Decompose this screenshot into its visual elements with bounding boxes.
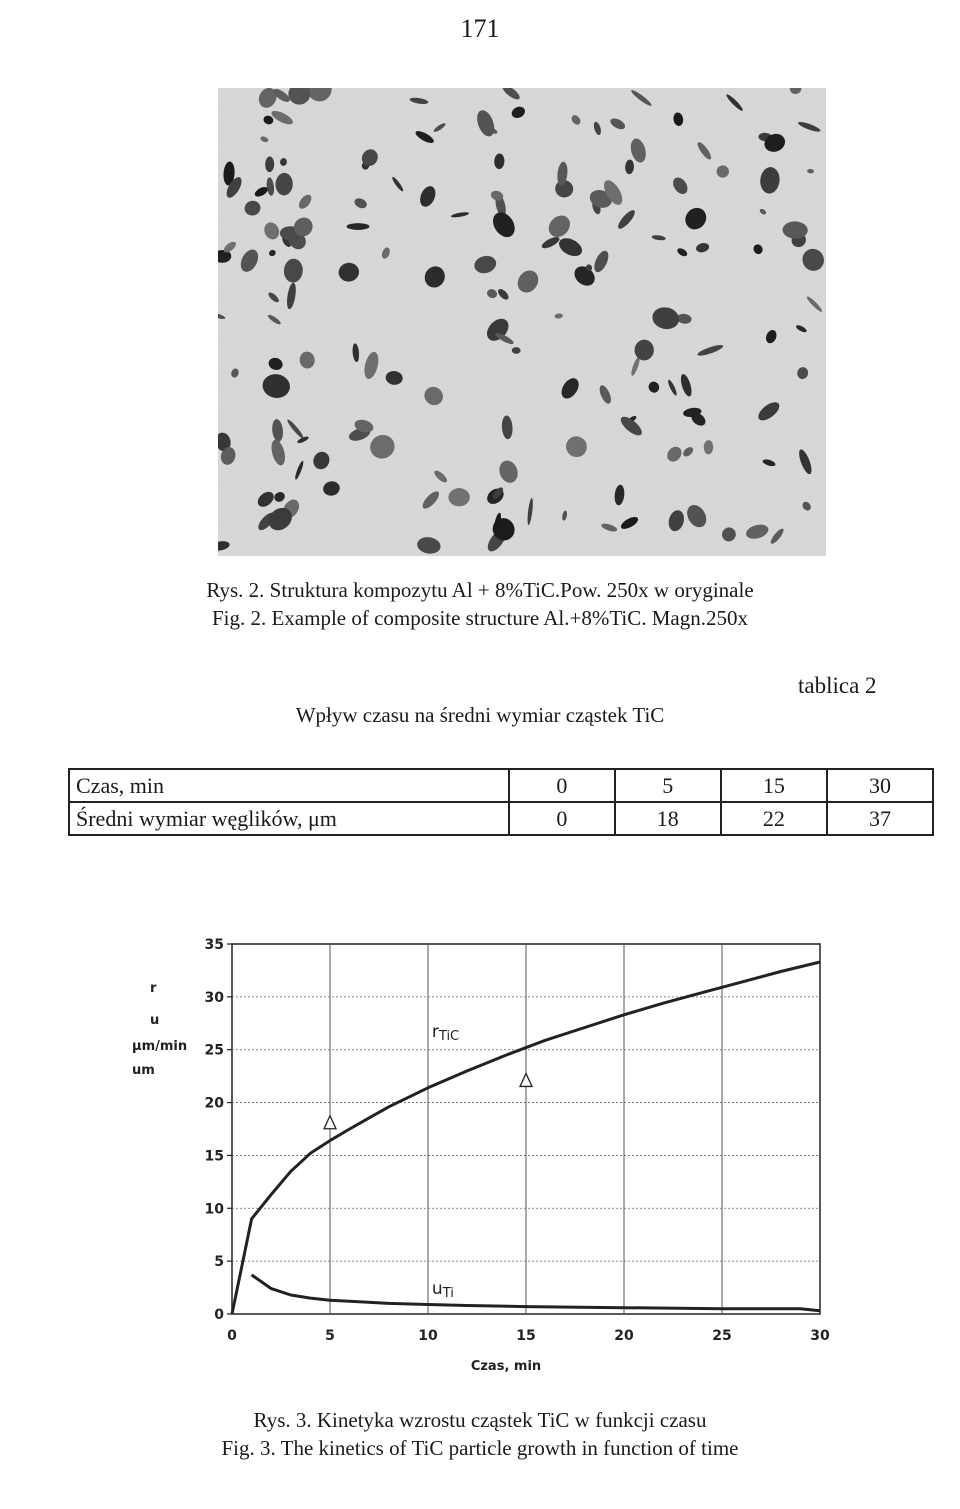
figure2-caption-pl: Rys. 2. Struktura kompozytu Al + 8%TiC.Pow. 250x w oryginale (206, 578, 754, 602)
y-tick-label: 30 (204, 989, 224, 1006)
y-tick-label: 10 (204, 1201, 224, 1218)
y-tick-label: 35 (204, 937, 224, 953)
y-tick-label: 25 (204, 1042, 224, 1059)
x-tick-label: 15 (516, 1328, 536, 1344)
curve-label-uTi: uTi (431, 1278, 454, 1301)
x-tick-label: 10 (418, 1328, 438, 1344)
x-axis-label: Czas, min (470, 1359, 542, 1374)
figure3-caption-en: Fig. 3. The kinetics of TiC particle growth in function of time (221, 1436, 739, 1460)
table-cell: 0 (509, 769, 615, 802)
curve-label-rTiC: rTiC (431, 1022, 460, 1045)
table-cell: 30 (827, 769, 933, 802)
x-tick-label: 30 (810, 1328, 830, 1344)
y-axis-label: um (132, 1063, 155, 1078)
table-cell: 15 (721, 769, 827, 802)
particle (347, 223, 370, 230)
page-number: 171 (460, 14, 500, 43)
table-cell: 5 (615, 769, 721, 802)
y-tick-label: 5 (214, 1254, 224, 1271)
y-axis-label: μm/min (132, 1039, 188, 1054)
table-label: tablica 2 (798, 673, 877, 698)
micrograph-image (218, 88, 826, 556)
row-label: Czas, min (69, 769, 509, 802)
table-cell: 0 (509, 802, 615, 835)
y-axis-label: u (150, 1013, 160, 1028)
x-tick-label: 25 (712, 1328, 732, 1344)
series-line-uTi (252, 1275, 820, 1311)
x-tick-label: 0 (227, 1328, 237, 1344)
x-tick-label: 5 (325, 1328, 335, 1344)
data-point-triangle (520, 1073, 532, 1086)
table-row (69, 769, 933, 802)
y-axis-label: r (150, 981, 157, 996)
y-tick-label: 20 (204, 1095, 224, 1112)
table-title: Wpływ czasu na średni wymiar cząstek TiC (295, 703, 665, 727)
kinetics-chart (130, 930, 850, 1380)
y-tick-label: 0 (214, 1307, 224, 1323)
table-cell: 18 (615, 802, 721, 835)
table-cell: 37 (827, 802, 933, 835)
x-tick-label: 20 (614, 1328, 634, 1344)
data-point-triangle (324, 1116, 336, 1129)
figure2-caption-en: Fig. 2. Example of composite structure Al.+8%TiC. Magn.250x (211, 606, 749, 630)
table-row (69, 802, 933, 835)
row-label: Średni wymiar węglików, μm (69, 802, 509, 835)
particle (448, 488, 469, 506)
data-table (68, 768, 934, 836)
table-cell: 22 (721, 802, 827, 835)
figure3-caption-pl: Rys. 3. Kinetyka wzrostu cząstek TiC w funkcji czasu (253, 1408, 707, 1432)
y-tick-label: 15 (204, 1148, 224, 1165)
